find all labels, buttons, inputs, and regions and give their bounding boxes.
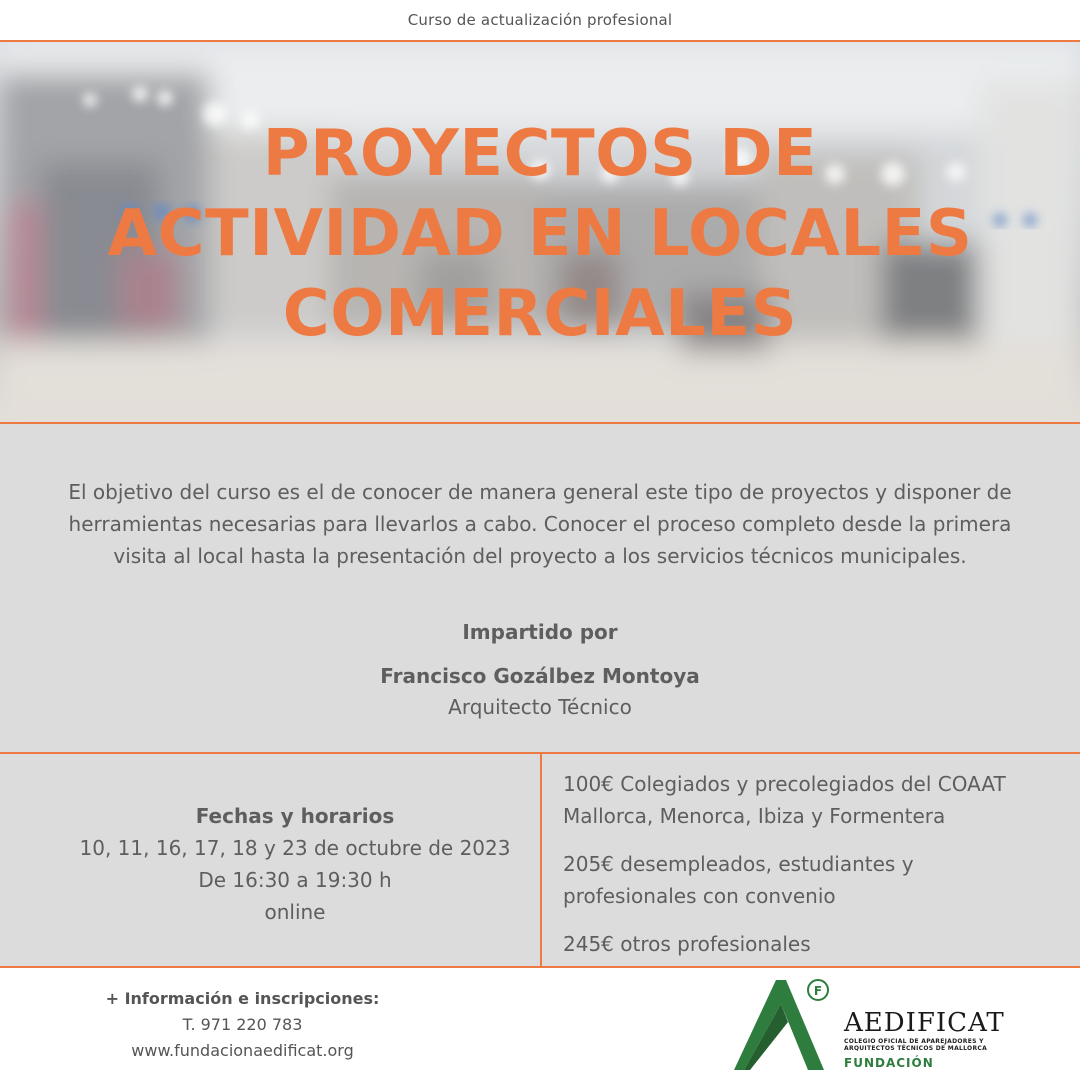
schedule-block	[40, 800, 550, 928]
contact-heading: + Información e inscripciones:	[105, 989, 380, 1008]
schedule-time: De 16:30 a 19:30 h	[198, 868, 392, 892]
price-list	[563, 768, 1063, 976]
footer	[0, 968, 1080, 1080]
description-panel	[0, 424, 1080, 754]
course-type-label: Curso de actualización profesional	[407, 11, 673, 29]
instructor-role: Arquitecto Técnico	[448, 695, 632, 719]
aedificat-logo	[728, 972, 1028, 1076]
price-item	[563, 848, 1063, 912]
price-line: profesionales con convenio	[563, 884, 836, 908]
price-line: Mallorca, Menorca, Ibiza y Formentera	[563, 804, 946, 828]
course-type-header	[0, 0, 1080, 40]
schedule-heading: Fechas y horarios	[195, 804, 395, 828]
schedule-mode: online	[264, 900, 326, 924]
hero-banner	[0, 40, 1080, 424]
contact-phone[interactable]: T. 971 220 783	[182, 1015, 303, 1034]
logo-name: AEDIFICAT	[844, 1008, 1005, 1038]
details-panel	[0, 754, 1080, 968]
instructor-label: Impartido por	[462, 620, 618, 644]
foundation-badge-letter: F	[813, 984, 823, 998]
logo-foundation: FUNDACIÓN	[844, 1056, 934, 1070]
schedule-dates: 10, 11, 16, 17, 18 y 23 de octubre de 2023	[79, 836, 511, 860]
course-title-line-3: COMERCIALES	[282, 277, 798, 351]
price-item	[563, 928, 1063, 960]
price-line: 205€ desempleados, estudiantes y	[563, 852, 914, 876]
logo-subtitle-line-2: ARQUITECTOS TÉCNICOS DE MALLORCA	[844, 1045, 988, 1052]
instructor-name: Francisco Gozálbez Montoya	[380, 664, 700, 688]
course-description: El objetivo del curso es el de conocer de manera general este tipo de proyectos y disponer de herramientas necesarias para llevarlos a cabo. Conocer el proceso completo desde la primera visita al local hasta la presentación del proyecto a los servicios técnicos municipales.	[68, 480, 1012, 568]
course-title-line-2: ACTIVIDAD EN LOCALES	[107, 197, 973, 271]
logo-subtitle-line-1: COLEGIO OFICIAL DE APAREJADORES Y	[844, 1038, 984, 1045]
course-title-line-1: PROYECTOS DE	[262, 117, 818, 191]
column-divider	[540, 754, 542, 966]
contact-block	[80, 986, 405, 1064]
price-line: 100€ Colegiados y precolegiados del COAAT	[563, 772, 1006, 796]
price-line: 245€ otros profesionales	[563, 932, 811, 956]
logo-subtitle	[844, 1038, 987, 1052]
course-title	[0, 114, 1080, 354]
price-item	[563, 768, 1063, 832]
aedificat-a-mark-icon	[728, 972, 838, 1076]
contact-website-link[interactable]: www.fundacionaedificat.org	[131, 1041, 354, 1060]
